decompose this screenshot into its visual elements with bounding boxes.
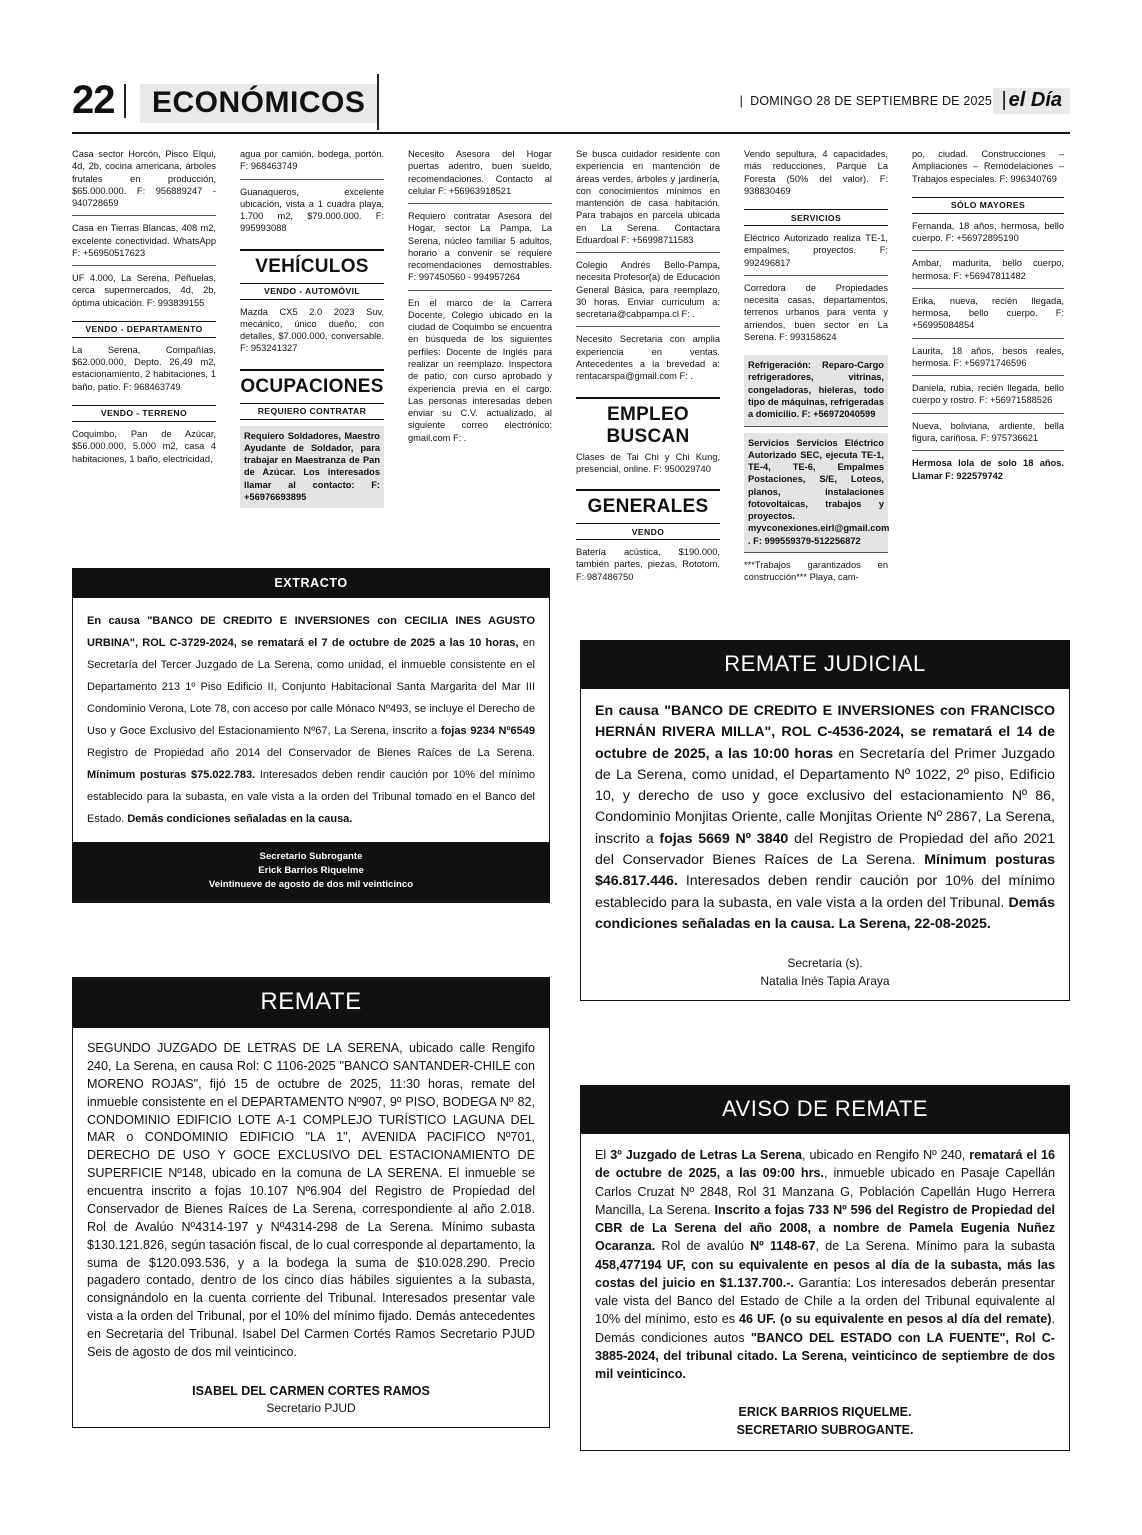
classified-ad: Ambar, madurita, bello cuerpo, hermosa. F: +56947811482 bbox=[912, 257, 1064, 289]
notice-text: En causa "BANCO DE CREDITO E INVERSIONES con CECILIA INES AGUSTO URBINA", ROL C-3729-2024, se rematará el 7 de octubre de 2025 a las 10 horas, en Secretaría del Tercer Juzgado de La Serena, como unidad, el inmueble consistente en el Departamento 213 1º Piso Edificio II, Conjunto Habitacional Santa Margarita del Mar III Condominio Verona, Lote 78, con acceso por calle Mónaco Nº493, se incluye el Derecho de Uso y Goce Exclusivo del Estacionamiento Nº67, La Serena, inscrito a fojas 9234 Nº6549 Registro de Propiedad año 2014 del Conservador de Bienes Raíces de La Serena. Mínimum posturas $75.022.783. Interesados deben rendir caución por 10% del mínimo establecido para la subasta, en vale vista a la orden del Tribunal tomado en el Banco del Estado. Demás condiciones señaladas en la causa. bbox=[87, 615, 536, 825]
section-header: VEHÍCULOS bbox=[240, 249, 384, 278]
notice-body bbox=[73, 598, 549, 842]
date-pipe: | bbox=[739, 94, 744, 108]
notice-body bbox=[73, 1028, 549, 1374]
classified-ad: Batería acústica, $190.000, también partes, piezas, Rototom. F: 987486750 bbox=[576, 547, 720, 582]
notice-text: El 3º Juzgado de Letras La Serena, ubicado en Rengifo Nº 240, rematará el 16 de octubre de 2025, a las 09:00 hrs., inmueble ubicado en Pasaje Capellán Carlos Cruzat Nº 2848, Rol 31 Manzana G, Población Capellán Hugo Herrera Mancilla, La Serena. Inscrito a fojas 733 Nº 596 del Registro de Propiedad del CBR de La Serena del año 2008, a nombre de Pamela Eugenia Nuñez Ocaranza. Rol de avalúo Nº 1148-67, de La Serena. Mínimo para la subasta 458,477194 UF, con su equivalente en pesos al día de la subasta, más las costas del juicio en $1.137.700.-. Garantía: Los interesados deberán presentar vale vista del Banco del Estado de Chile a la orden del Tribunal equivalente al 10% del mínimo, esto es 46 UF. (o su equivalente en pesos al día del remate). Demás condiciones autos "BANCO DEL ESTADO con LA FUENTE", Rol C-3885-2024, del tribunal citado. La Serena, veinticinco de septiembre de dos mil veinticinco. bbox=[595, 1148, 1055, 1381]
classified-column-2 bbox=[240, 148, 384, 514]
classified-ad: Requiero contratar Asesora del Hogar, sector La Pampa, La Serena, núcleo familiar 5 adultos, horario a convenir se requiere recomendaciones demostrables. F: 997450560 - 994957264 bbox=[408, 210, 552, 291]
classified-column-5 bbox=[744, 148, 888, 595]
classified-ad-highlighted: Refrigeración: Reparo-Cargo refrigeradores, vitrinas, congeladoras, hieleras, todo tipo de máquinas, refrigeradas a domicilio. F: +56972040599 bbox=[744, 355, 888, 426]
notice-heading: EXTRACTO bbox=[73, 569, 549, 598]
classified-ad: Vendo sepultura, 4 capacidades, más reducciones, Parque La Foresta (50% del valor). F: 938830469 bbox=[744, 149, 888, 196]
classified-ad-highlighted: Requiero Soldadores, Maestro Ayudante de Soldador, para trabajar en Maestranza de Pan de Azúcar. Los interesados llamar al contacto: F: +56976693895 bbox=[240, 426, 384, 509]
notice-footer bbox=[581, 947, 1069, 1000]
logo-text: el Día bbox=[1008, 89, 1062, 111]
classified-column-3 bbox=[408, 148, 552, 456]
classified-ad: Necesito Asesora del Hogar puertas adentro, buen sueldo, recomendaciones. Contacto al celular F: +56963918521 bbox=[408, 148, 552, 204]
classified-ad: Guanaqueros, excelente ubicación, vista a 1 cuadra playa, 1.700 m2, $79.000.000. F: 995993088 bbox=[240, 186, 384, 234]
masthead bbox=[72, 80, 1070, 142]
classified-ad: Fernanda, 18 años, hermosa, bello cuerpo. F: +56972895190 bbox=[912, 220, 1064, 252]
notice-text: En causa "BANCO DE CREDITO E INVERSIONES con FRANCISCO HERNÁN RIVERA MILLA", ROL C-4536-2024, se rematará el 14 de octubre de 2025, a las 10:00 horas en Secretaría del Primer Juzgado de La Serena, como unidad, el Departamento Nº 1022, 2º piso, Edificio 10, y derecho de uso y goce exclusivo del estacionamiento Nº 86, Condominio Monjitas Oriente, calle Monjitas Oriente Nº 2867, La Serena, inscrito a fojas 5669 Nº 3840 del Registro de Propiedad del año 2021 del Conservador Bienes Raíces de La Serena. Mínimum posturas $46.817.446. Interesados deben rendir caución por 10% del mínimo establecido para la subasta, en vale vista a la orden del Tribunal. Demás condiciones señaladas en la causa. La Serena, 22-08-2025. bbox=[595, 703, 1056, 932]
issue-date bbox=[740, 94, 992, 108]
classified-column-6 bbox=[912, 148, 1064, 494]
subsection-header: VENDO - DEPARTAMENTO bbox=[72, 321, 216, 338]
footer-line: Secretario Subrogante bbox=[259, 851, 363, 862]
footer-line: Secretaria (s). bbox=[787, 956, 863, 971]
subsection-header: SÓLO MAYORES bbox=[912, 197, 1064, 214]
classified-ad: Eléctrico Autorizado realiza TE-1, empalmes, proyectos. F: 992496817 bbox=[744, 232, 888, 276]
notice-heading: REMATE JUDICIAL bbox=[581, 641, 1069, 689]
section-header: OCUPACIONES bbox=[240, 369, 384, 398]
notice-body bbox=[581, 1134, 1069, 1395]
subsection-header: VENDO bbox=[576, 523, 720, 540]
classified-ad-highlighted: Servicios Servicios Eléctrico Autorizado SEC, ejecuta TE-1, TE-4, TE-6, Empalmes Postaciones, S/E, Loteos, planos, instalaciones fotovoltaicas, trabajos y proyectos. myvconexiones.eirl@gmail.com . F: 999559379-512256872 bbox=[744, 433, 888, 553]
masthead-divider-1 bbox=[124, 84, 126, 118]
notice-footer bbox=[581, 1395, 1069, 1449]
notice-heading: REMATE bbox=[73, 978, 549, 1028]
date-text: DOMINGO 28 DE SEPTIEMBRE DE 2025 bbox=[750, 94, 992, 108]
classified-ad: Clases de Tai Chi y Chi Kung, presencial, online. F: 950029740 bbox=[576, 451, 720, 474]
classified-ad: Casa en Tierras Blancas, 408 m2, excelente conectividad. WhatsApp F: +56950517623 bbox=[72, 222, 216, 266]
footer-line: Veintinueve de agosto de dos mil veinticinco bbox=[208, 878, 414, 890]
subsection-header: VENDO - TERRENO bbox=[72, 405, 216, 422]
footer-line: SECRETARIO SUBROGANTE. bbox=[736, 1423, 914, 1438]
notice-aviso-remate bbox=[580, 1085, 1070, 1451]
classified-ad: Corredora de Propiedades necesita casas, departamentos, terrenos urbanos para venta y arriendos, buen sector en La Serena. F: 993158624 bbox=[744, 282, 888, 342]
notice-footer bbox=[73, 1374, 549, 1428]
classified-ad: Coquimbo, Pan de Azúcar, $56.000.000, 5.000 m2, casa 4 habitaciones, 1 baño, electricidad, bbox=[72, 428, 216, 464]
section-header: EMPLEO BUSCAN bbox=[576, 397, 720, 448]
section-header: GENERALES bbox=[576, 489, 720, 518]
notice-remate bbox=[72, 977, 550, 1428]
classified-ad: La Serena, Compañías, $62.000.000, Depto. 26,49 m2, estacionamiento, 2 habitaciones, 1 baño, patio. F: 968463749 bbox=[72, 344, 216, 392]
section-title: ECONÓMICOS bbox=[140, 84, 377, 123]
classified-ad: po, ciudad. Construcciones – Ampliaciones – Remodelaciones – Trabajos especiales. F: 996340769 bbox=[912, 149, 1064, 184]
footer-line: ERICK BARRIOS RIQUELME. bbox=[738, 1405, 912, 1420]
footer-line: Secretario PJUD bbox=[266, 1400, 356, 1415]
footer-line: Natalia Inés Tapia Araya bbox=[760, 973, 890, 988]
classified-ad: En el marco de la Carrera Docente, Colegio ubicado en la ciudad de Coquimbo se encuentra en búsqueda de los siguientes perfiles: Docente de Inglés para realizar un reemplazo. Inspectora de patio, con curso aprobado y experiencia previa en el cargo. Las personas interesadas deben enviar su C.V. actualizado, al siguiente correo electrónico: gmail.com F: . bbox=[408, 297, 552, 443]
subsection-header: REQUIERO CONTRATAR bbox=[240, 403, 384, 420]
footer-line: Erick Barrios Riquelme bbox=[258, 864, 364, 876]
masthead-rule bbox=[72, 132, 1070, 134]
classified-ad: Hermosa lola de solo 18 años. Llamar F: 922579742 bbox=[912, 458, 1064, 481]
notice-remate-judicial bbox=[580, 640, 1070, 1001]
notice-extracto bbox=[72, 568, 550, 903]
footer-line: ISABEL DEL CARMEN CORTES RAMOS bbox=[192, 1383, 430, 1398]
classified-ad: Necesito Secretaria con amplia experiencia en ventas. Antecedentes a la brevedad a: rentacarspa@gmail.com F: . bbox=[576, 334, 720, 382]
notice-heading: AVISO DE REMATE bbox=[581, 1086, 1069, 1134]
classified-ad: Se busca cuidador residente con experiencia en mantención de áreas verdes, árboles y jardinería, con conocimientos mínimos en mantención de casa habitación. Para trabajos en parcela ubicada en La Serena. Contactara Eduardoal F: +56998711583 bbox=[576, 148, 720, 253]
notice-body bbox=[581, 689, 1069, 947]
classified-ad: UF 4.000, La Serena, Peñuelas, cerca supermercados, 4d, 2b, óptima ubicación. F: 993839155 bbox=[72, 273, 216, 308]
classified-ad: Laurita, 18 años, besos reales, hermosa. F: +56971746596 bbox=[912, 345, 1064, 377]
notice-footer bbox=[73, 842, 549, 902]
page-number: 22 bbox=[72, 78, 115, 122]
classified-ad: ***Trabajos garantizados en construcción*** Playa, cam- bbox=[744, 559, 888, 583]
subsection-header: VENDO - AUTOMÓVIL bbox=[240, 283, 384, 300]
classified-ad: Daniela, rubia, recién llegada, bello cuerpo y rostro. F: +56971588526 bbox=[912, 382, 1064, 414]
classified-ad: Nueva, boliviana, ardiente, bella figura, cariñosa. F: 975736621 bbox=[912, 420, 1064, 452]
classified-column-4 bbox=[576, 148, 720, 595]
classified-ad: Erika, nueva, recién llegada, hermosa, bello cuerpo. F: +56995084854 bbox=[912, 295, 1064, 339]
classified-ad: agua por camión, bodega, portón. F: 968463749 bbox=[240, 148, 384, 180]
classified-ad: Casa sector Horcón, Pisco Elqui, 4d, 2b, cocina americana, árboles frutales en producción, $65.000.000. F: 956889247 - 940728659 bbox=[72, 148, 216, 216]
logo-pipe: | bbox=[1001, 89, 1007, 111]
classified-ad: Mazda CX5 2.0 2023 Suv, mecánico, único dueño, con detalles, $7.000.000, conversable. F: 953241327 bbox=[240, 306, 384, 354]
masthead-divider-2 bbox=[377, 74, 379, 130]
classified-ad: Colegio Andrés Bello-Pampa, necesita Profesor(a) de Educación General Básica, para reemplazo, 30 horas. Enviar curriculum a: secretaria@cabpampa.cl F: . bbox=[576, 259, 720, 327]
classified-column-1 bbox=[72, 148, 216, 477]
subsection-header: SERVICIOS bbox=[744, 209, 888, 226]
newspaper-logo bbox=[993, 88, 1070, 114]
notice-text: SEGUNDO JUZGADO DE LETRAS DE LA SERENA, ubicado calle Rengifo 240, La Serena, en causa Rol: C 1106-2025 "BANCO SANTANDER-CHILE con MORENO ROJAS", fijó 15 de octubre de 2025, 11:30 horas, remate del inmueble consistente en el DEPARTAMENTO Nº907, 9º PISO, BODEGA Nº 82, CONDOMINIO EDIFICIO LOTE A-1 COMPLEJO TURÍSTICO LAGUNA DEL MAR o CONDOMINIO EDIFICIO "LA 1", AVENIDA PACIFICO Nº701, DERECHO DE USO Y GOCE EXCLUSIVO DEL ESTACIONAMIENTO DE SUPERFICIE Nº148, ubicado en la comuna de LA SERENA. El inmueble se encuentra inscrito a fojas 10.107 Nº6.904 del Registro de Propiedad del Conservador de Bienes Raíces de La Serena, correspondiente al año 2.018. Rol de Avalúo Nº4314-197 y Nº4314-298 de La Serena. Mínimo subasta $130.121.826, según tasación fiscal, de lo cual corresponde al departamento, la suma de $120.093.536, y a la bodega la suma de $10.028.290. Precio pagadero contado, dentro de los cinco días hábiles siguientes a la subasta, consignándolo en la cuenta corriente del Tribunal. Interesados presentar vale vista a la orden del Tribunal, por el 10% del mínimo fijado. Demás antecedentes en Secretaria del Tribunal. Isabel Del Carmen Cortés Ramos Secretario PJUD Seis de agosto de dos mil veinticinco. bbox=[87, 1041, 535, 1359]
